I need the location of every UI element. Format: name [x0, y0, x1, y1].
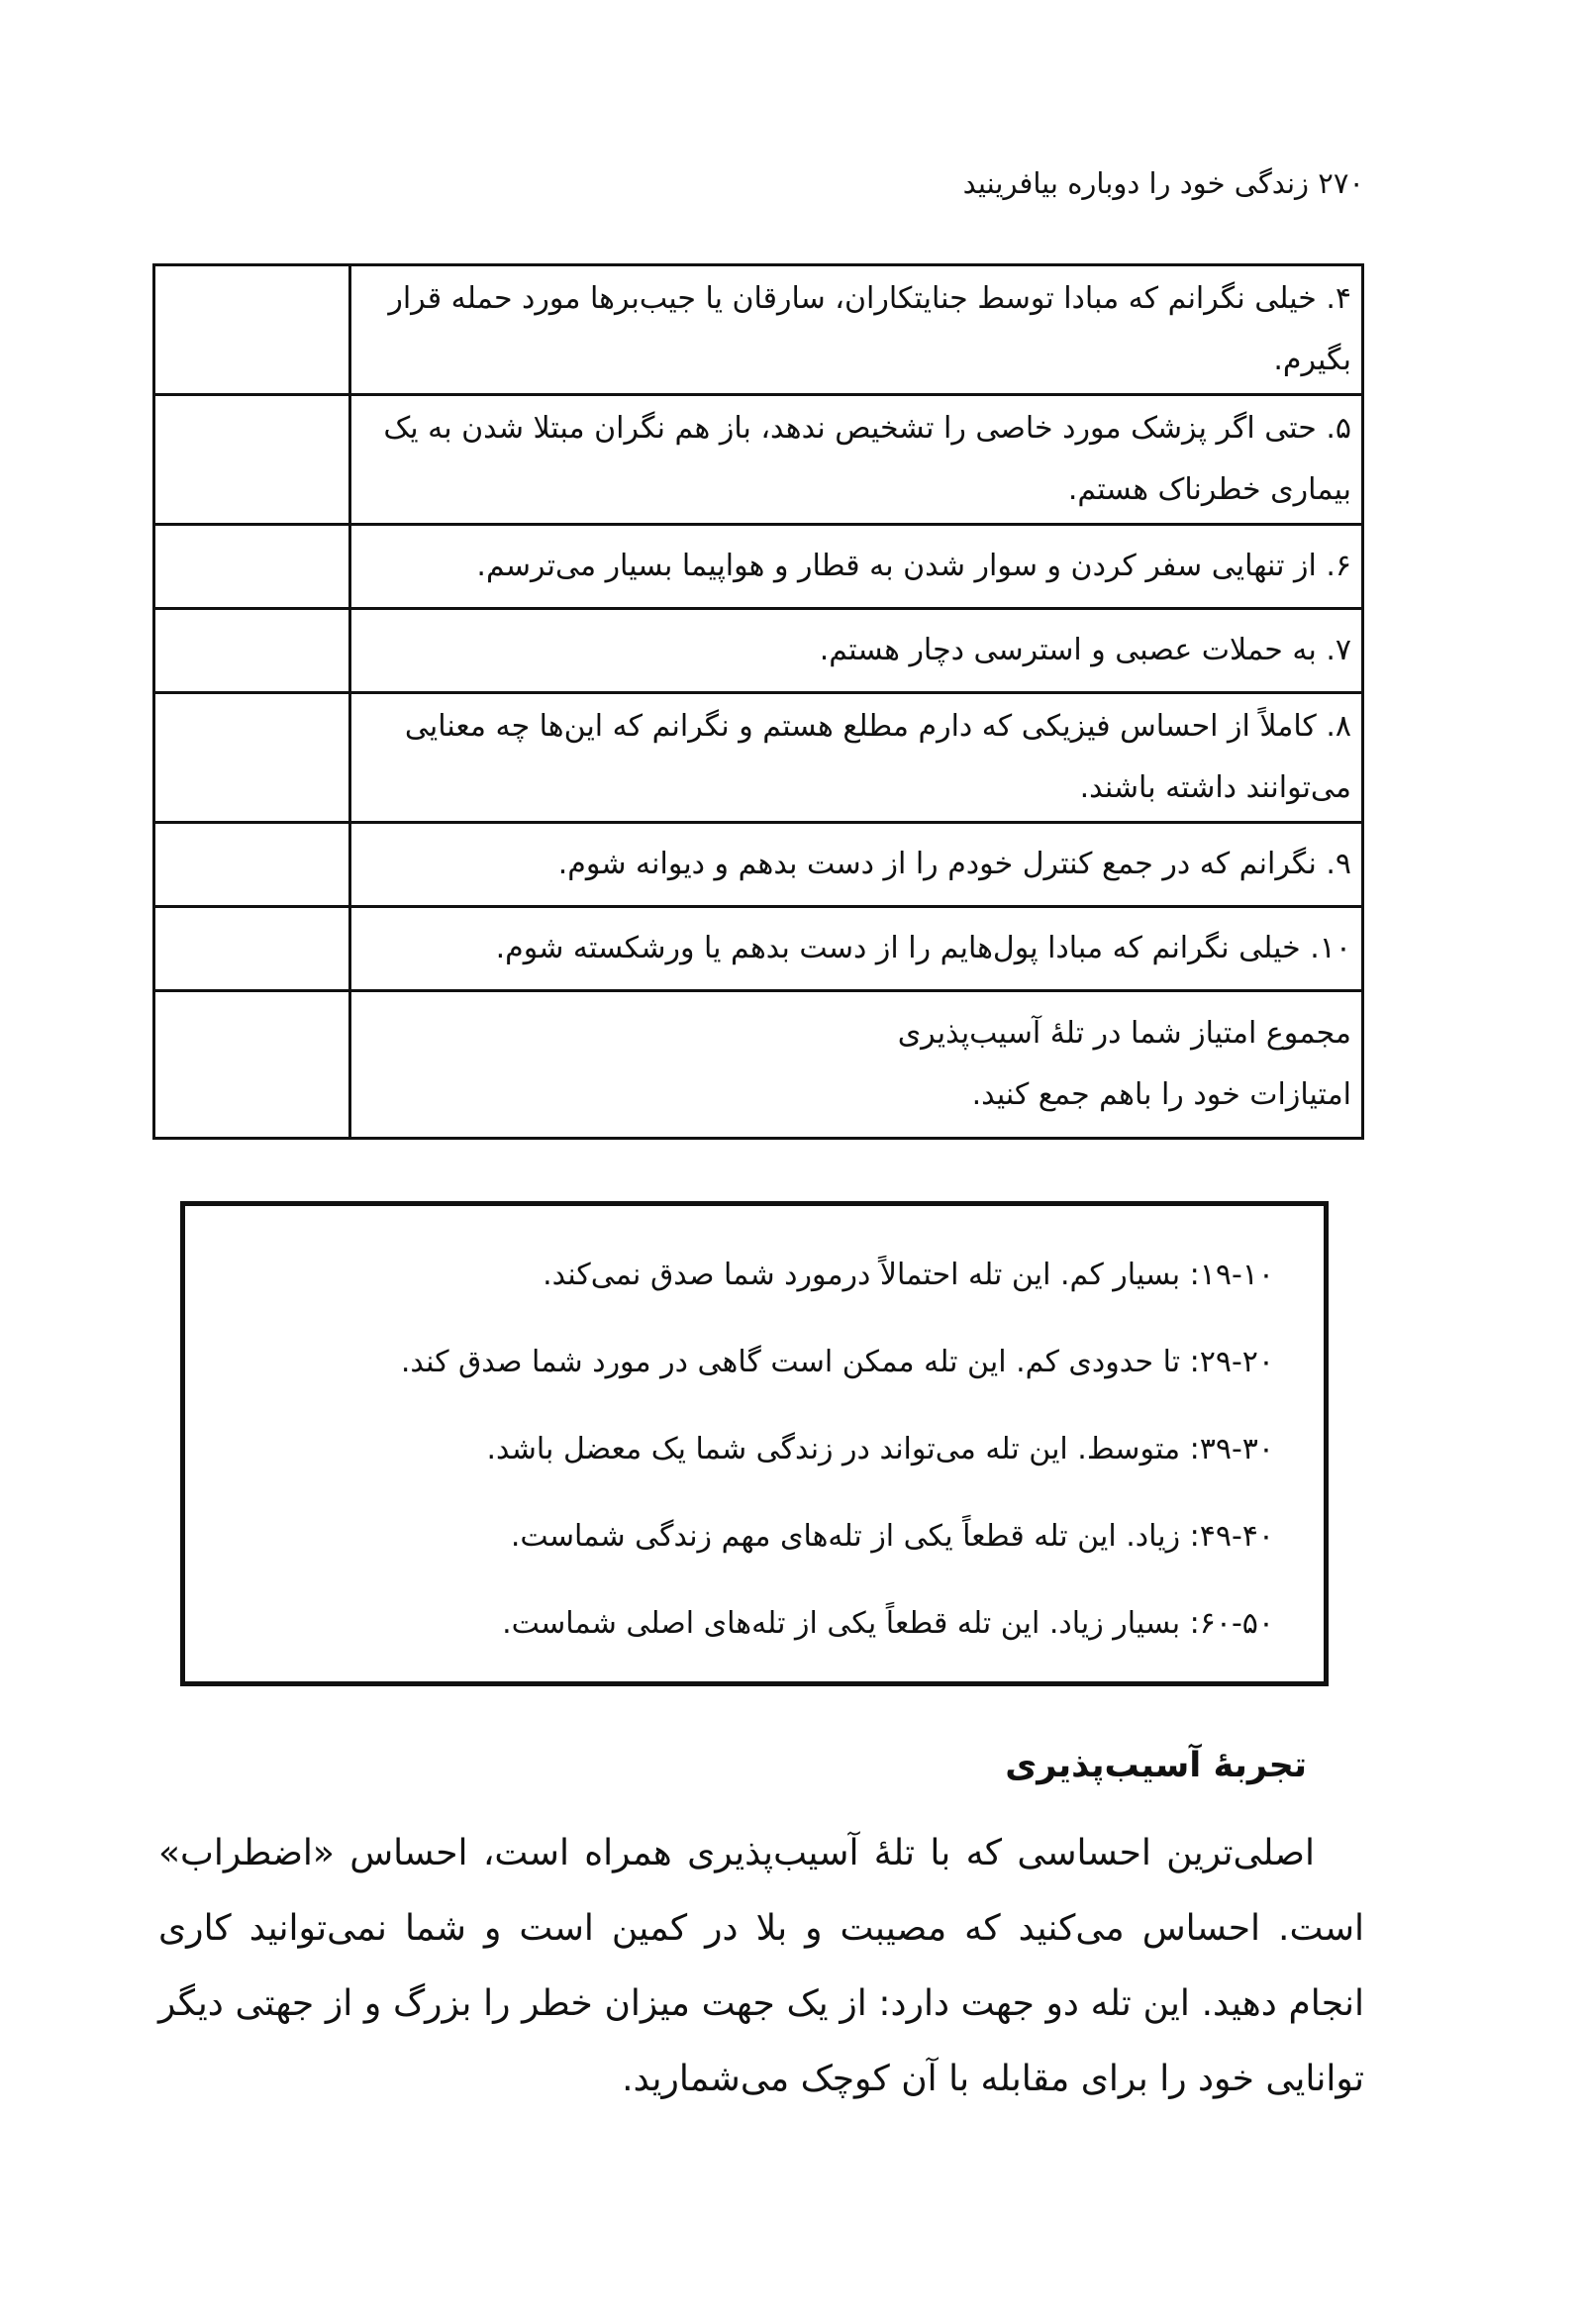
scoring-item: ۳۹-۳۰: متوسط. این تله می‌تواند در زندگی شما یک معضل باشد.	[486, 1432, 1274, 1466]
total-instruction: امتیازات خود را باهم جمع کنید.	[971, 1077, 1351, 1112]
table-row	[154, 907, 1363, 991]
total-label-cell	[350, 991, 1363, 1139]
running-header: ۲۷۰ زندگی خود را دوباره بیافرینید	[962, 166, 1364, 200]
statement-cell: ۹. نگرانم که در جمع کنترل خودم را از دست بدهم و دیوانه شوم.	[350, 823, 1363, 907]
body-paragraph: اصلی‌ترین احساسی که با تلهٔ آسیب‌پذیری همراه است، احساس «اضطراب» است. احساس می‌کنید که مصیبت و بلا در کمین است و شما نمی‌توانید کاری انجام دهید. این تله دو جهت دارد: از یک جهت میزان خطر را بزرگ و از جهتی دیگر توانایی خود را برای مقابله با آن کوچک می‌شمارید.	[158, 1833, 1364, 2099]
statement-cell: ۷. به حملات عصبی و استرسی دچار هستم.	[350, 609, 1363, 693]
total-score-cell[interactable]	[154, 991, 350, 1139]
scoring-item: ۲۹-۲۰: تا حدودی کم. این تله ممکن است گاهی در مورد شما صدق کند.	[400, 1345, 1274, 1379]
questionnaire-table	[152, 263, 1364, 1140]
table-row	[154, 265, 1363, 395]
score-cell[interactable]	[154, 907, 350, 991]
section-heading: تجربهٔ آسیب‌پذیری	[1005, 1746, 1307, 1785]
total-label: مجموع امتیاز شما در تلهٔ آسیب‌پذیری	[897, 1016, 1351, 1051]
statement-cell: ۶. از تنهایی سفر کردن و سوار شدن به قطار و هواپیما بسیار می‌ترسم.	[350, 525, 1363, 609]
score-cell[interactable]	[154, 609, 350, 693]
statement-cell: ۵. حتی اگر پزشک مورد خاصی را تشخیص ندهد، باز هم نگران مبتلا شدن به یک بیماری خطرناک هستم.	[350, 395, 1363, 525]
scoring-list	[205, 1232, 1274, 1667]
total-row	[154, 991, 1363, 1139]
scoring-item: ۴۹-۴۰: زیاد. این تله قطعاً یکی از تله‌های مهم زندگی شماست.	[510, 1519, 1274, 1554]
score-cell[interactable]	[154, 823, 350, 907]
scoring-guide-box	[180, 1201, 1329, 1686]
scoring-item: ۱۹-۱۰: بسیار کم. این تله احتمالاً درمورد شما صدق نمی‌کند.	[543, 1258, 1274, 1292]
table-row	[154, 609, 1363, 693]
scoring-item: ۶۰-۵۰: بسیار زیاد. این تله قطعاً یکی از تله‌های اصلی شماست.	[502, 1606, 1274, 1641]
statement-cell: ۴. خیلی نگرانم که مبادا توسط جنایتکاران، سارقان یا جیب‌برها مورد حمله قرار بگیرم.	[350, 265, 1363, 395]
score-cell[interactable]	[154, 395, 350, 525]
table-row	[154, 823, 1363, 907]
score-cell[interactable]	[154, 525, 350, 609]
statement-cell: ۸. کاملاً از احساس فیزیکی که دارم مطلع هستم و نگرانم که این‌ها چه معنایی می‌توانند داشته باشند.	[350, 693, 1363, 823]
score-cell[interactable]	[154, 693, 350, 823]
score-cell[interactable]	[154, 265, 350, 395]
table-row	[154, 693, 1363, 823]
table-row	[154, 525, 1363, 609]
statement-cell: ۱۰. خیلی نگرانم که مبادا پول‌هایم را از دست بدهم یا ورشکسته شوم.	[350, 907, 1363, 991]
table-row	[154, 395, 1363, 525]
